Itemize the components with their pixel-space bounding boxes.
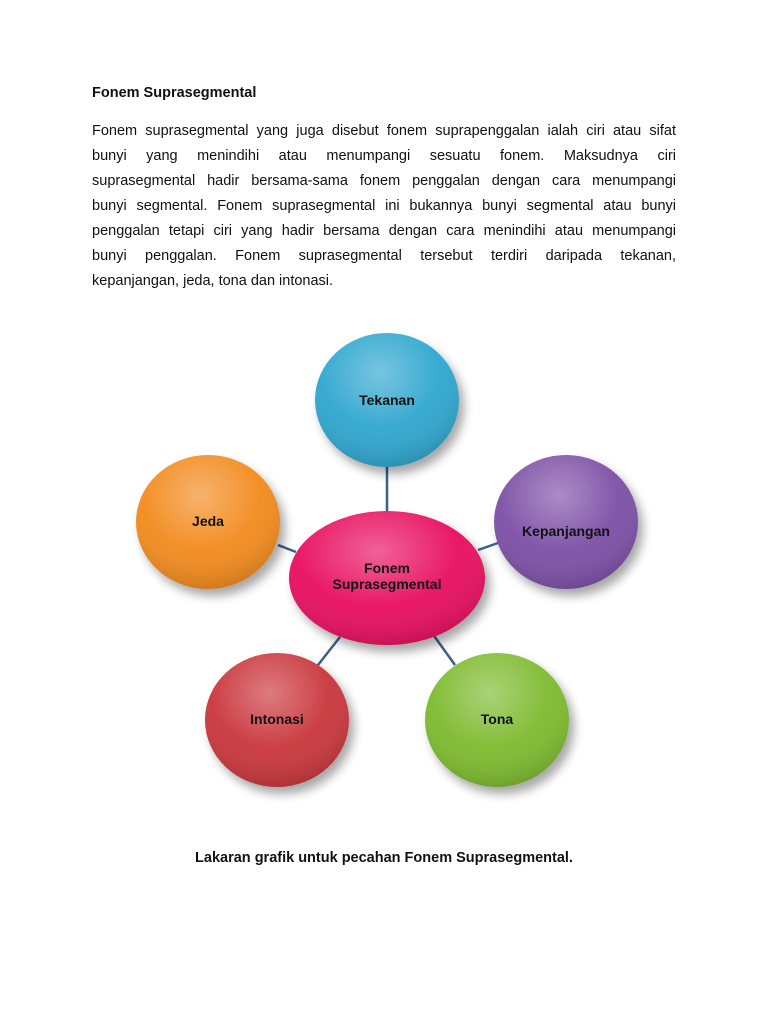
paragraph-line: bunyi yang menindihi atau menumpangi sesuatu fonem. Maksudnya ciri (92, 148, 676, 164)
node-kepanjangan (494, 455, 638, 589)
body-paragraph (92, 119, 676, 294)
node-tona (425, 653, 569, 787)
connector-tona (432, 633, 455, 665)
node-label-jeda: Jeda (192, 513, 224, 529)
node-label-tekanan: Tekanan (359, 392, 415, 408)
node-label-intonasi: Intonasi (250, 711, 304, 727)
node-label-tona: Tona (480, 711, 514, 727)
center-label-line-2: Suprasegmental (332, 576, 442, 592)
paragraph-line: bunyi penggalan. Fonem suprasegmental tersebut terdiri daripada tekanan, (92, 248, 676, 264)
connector-jeda (278, 545, 296, 552)
diagram-canvas (120, 325, 660, 805)
node-tekanan (315, 333, 459, 467)
paragraph-line: Fonem suprasegmental yang juga disebut fonem suprapenggalan ialah ciri atau sifat (92, 123, 676, 139)
figure-caption: Lakaran grafik untuk pecahan Fonem Suprasegmental. (195, 850, 573, 866)
radial-diagram (120, 325, 660, 805)
node-jeda (136, 455, 280, 589)
document-heading: Fonem Suprasegmental (92, 85, 257, 101)
node-label-kepanjangan: Kepanjangan (522, 523, 610, 539)
node-shine (494, 455, 638, 589)
paragraph-line: kepanjangan, jeda, tona dan intonasi. (92, 273, 334, 289)
center-label-line-1: Fonem (364, 560, 410, 576)
connector-kepanjangan (478, 543, 498, 550)
node-intonasi (205, 653, 349, 787)
paragraph-line: bunyi segmental. Fonem suprasegmental ini bukannya bunyi segmental atau bunyi (92, 198, 676, 214)
paragraph-line: penggalan tetapi ciri yang hadir bersama dengan cara menindihi atau menumpangi (92, 223, 676, 239)
connector-intonasi (318, 637, 340, 665)
paragraph-line: suprasegmental hadir bersama-sama fonem penggalan dengan cara menumpangi (92, 173, 676, 189)
center-node (289, 511, 485, 645)
